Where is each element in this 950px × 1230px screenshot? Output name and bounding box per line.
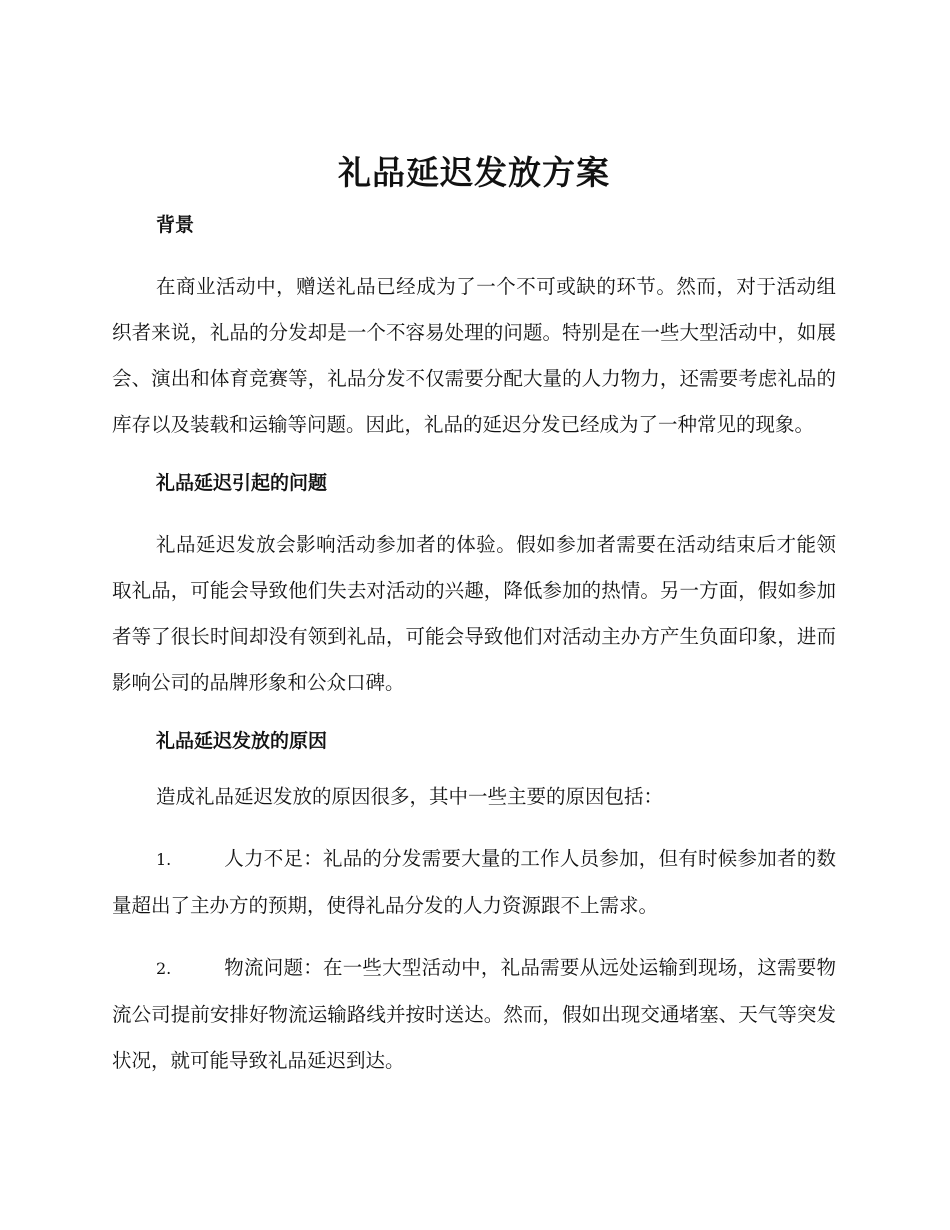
paragraph: 造成礼品延迟发放的原因很多，其中一些主要的原因包括： bbox=[156, 785, 664, 808]
section-heading: 礼品延迟发放的原因 bbox=[156, 730, 328, 752]
document-title: 礼品延迟发放方案 bbox=[338, 153, 610, 192]
list-item-text: 人力不足：礼品的分发需要大量的工作人员参加，但有时候参加者的数量超出了主办方的预期，使得礼品分发的人力资源跟不上需求。 bbox=[112, 847, 836, 917]
paragraph: 礼品延迟发放会影响活动参加者的体验。假如参加者需要在活动结束后才能领取礼品，可能会导致他们失去对活动的兴趣，降低参加的热情。另一方面，假如参加者等了很长时间却没有领到礼品，可能会导致他们对活动主办方产生负面印象，进而影响公司的品牌形象和公众口碑。 bbox=[112, 533, 836, 694]
section-delay-problems bbox=[112, 468, 836, 706]
section-heading: 背景 bbox=[156, 214, 195, 236]
list-item bbox=[112, 836, 836, 929]
section-background bbox=[112, 210, 836, 448]
document-page bbox=[112, 150, 836, 1084]
list-item-text: 物流问题：在一些大型活动中，礼品需要从远处运输到现场，这需要物流公司提前安排好物流运输路线并按时送达。然而，假如出现交通堵塞、天气等突发状况，就可能导致礼品延迟到达。 bbox=[112, 956, 836, 1072]
section-heading: 礼品延迟引起的问题 bbox=[156, 472, 328, 494]
list-number: 2. bbox=[156, 959, 172, 978]
section-delay-causes bbox=[112, 726, 836, 1084]
list-number: 1. bbox=[156, 850, 172, 869]
paragraph: 在商业活动中，赠送礼品已经成为了一个不可或缺的环节。然而，对于活动组织者来说，礼品的分发却是一个不容易处理的问题。特别是在一些大型活动中，如展会、演出和体育竞赛等，礼品分发不仅需要分配大量的人力物力，还需要考虑礼品的库存以及装载和运输等问题。因此，礼品的延迟分发已经成为了一种常见的现象。 bbox=[112, 275, 836, 436]
list-item bbox=[112, 945, 836, 1084]
